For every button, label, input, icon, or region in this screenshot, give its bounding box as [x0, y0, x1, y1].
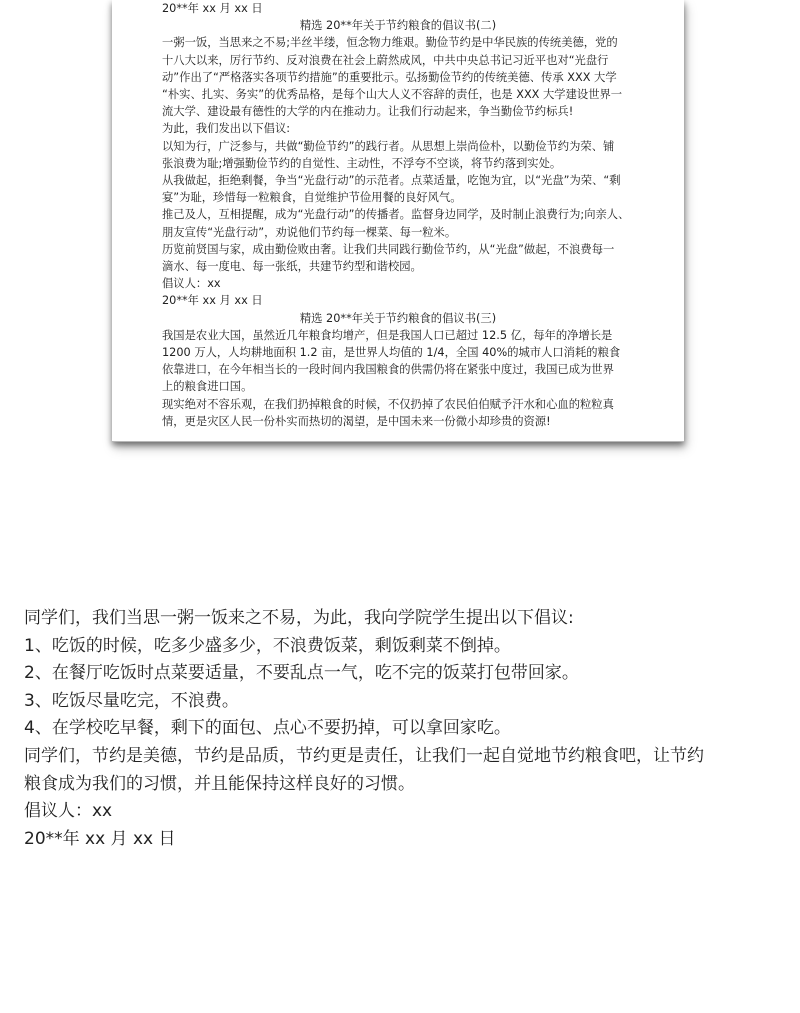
closing-paragraph-line: 同学们，节约是美德，节约是品质，节约更是责任，让我们一起自觉地节约粮食吧，让节约 — [24, 745, 704, 766]
doc-paragraph-line: 我国是农业大国，虽然近几年粮食均增产，但是我国人口已超过 12.5 亿，每年的净增长是 — [162, 328, 613, 342]
proposal-item-2: 2、在餐厅吃饭时点菜要适量，不要乱点一气，吃不完的饭菜打包带回家。 — [24, 663, 579, 684]
signature-line: 倡议人：xx — [24, 801, 113, 822]
doc-paragraph-line: 现实绝对不容乐观，在我们扔掉粮食的时候，不仅扔掉了农民伯伯赋予汗水和心血的粒粒真 — [162, 397, 614, 411]
closing-paragraph-line: 粮食成为我们的习惯，并且能保持这样良好的习惯。 — [24, 773, 415, 794]
doc-paragraph-line: 十八大以来，厉行节约、反对浪费在社会上蔚然成风，中共中央总书记习近平也对“光盘行 — [162, 53, 609, 67]
doc-paragraph-line: 朋友宣传“光盘行动”，劝说他们节约每一棵菜、每一粒米。 — [162, 225, 457, 239]
proposal-item-1: 1、吃饭的时候，吃多少盛多少，不浪费饭菜，剩饭剩菜不倒掉。 — [24, 635, 511, 656]
doc-section-title: 精选 20**年关于节约粮食的倡议书(二) — [299, 19, 497, 33]
doc-section-title: 精选 20**年关于节约粮食的倡议书(三) — [299, 311, 497, 325]
doc-paragraph-line: 宴”为耻，珍惜每一粒粮食，自觉维护节俭用餐的良好风气。 — [162, 191, 462, 205]
doc-paragraph-line: 1200 万人，人均耕地面积 1.2 亩，是世界人均值的 1/4，全国 40%的城市人口消耗的粮食 — [162, 346, 621, 360]
doc-paragraph-line: 推己及人，互相提醒，成为“光盘行动”的传播者。监督身边同学，及时制止浪费行为;向亲人、 — [162, 208, 630, 222]
date-line: 20**年 xx 月 xx 日 — [24, 828, 176, 849]
doc-paragraph-line: 以知为行，广泛参与，共做“勤俭节约”的践行者。从思想上崇尚俭朴，以勤俭节约为荣、铺 — [162, 139, 615, 153]
doc-paragraph-line: 上的粮食进口国。 — [162, 380, 253, 394]
lower-text-block — [24, 605, 784, 853]
doc-date-line: 20**年 xx 月 xx 日 — [162, 2, 263, 15]
doc-paragraph-line: 情，更是灾区人民一份朴实而热切的渴望，是中国未来一份微小却珍贵的资源! — [162, 414, 551, 428]
document-text-block — [112, 0, 684, 430]
proposal-item-4: 4、在学校吃早餐，剩下的面包、点心不要扔掉，可以拿回家吃。 — [24, 718, 511, 739]
doc-paragraph-line: 为此，我们发出以下倡议: — [162, 122, 291, 136]
doc-paragraph-line: 流大学、建设最有德性的大学的内在推动力。让我们行动起来，争当勤俭节约标兵! — [162, 105, 574, 119]
doc-paragraph-line: “朴实、扎实、务实”的优秀品格，是每个山大人义不容辞的责任，也是 XXX 大学建设世界一 — [162, 88, 623, 102]
proposal-item-3: 3、吃饭尽量吃完，不浪费。 — [24, 690, 239, 711]
doc-paragraph-line: 张浪费为耻;增强勤俭节约的自觉性、主动性，不浮夸不空谈，将节约落到实处。 — [162, 156, 562, 170]
doc-paragraph-line: 动”作出了“严格落实各项节约措施”的重要批示。弘扬勤俭节约的传统美德、传承 XXX 大学 — [162, 70, 617, 84]
document-page-image — [112, 0, 684, 442]
doc-paragraph-line: 一粥一饭，当思来之不易;半丝半缕，恒念物力维艰。勤俭节约是中华民族的传统美德，党的 — [162, 36, 618, 50]
doc-signature-line: 倡议人：xx — [162, 277, 221, 291]
doc-paragraph-line: 滴水、每一度电、每一张纸，共建节约型和谐校园。 — [162, 260, 422, 274]
doc-paragraph-line: 依靠进口，在今年相当长的一段时间内我国粮食的供需仍将在紧张中度过，我国已成为世界 — [162, 363, 614, 377]
doc-paragraph-line: 历览前贤国与家，成由勤俭败由奢。让我们共同践行勤俭节约，从“光盘”做起，不浪费每一 — [162, 242, 615, 256]
doc-paragraph-line: 从我做起，拒绝剩餐，争当“光盘行动”的示范者。点菜适量，吃饱为宜，以“光盘”为荣、“剩 — [162, 174, 621, 188]
proposal-intro-line: 同学们，我们当思一粥一饭来之不易，为此，我向学院学生提出以下倡议: — [24, 608, 574, 628]
doc-date-line: 20**年 xx 月 xx 日 — [162, 294, 263, 308]
